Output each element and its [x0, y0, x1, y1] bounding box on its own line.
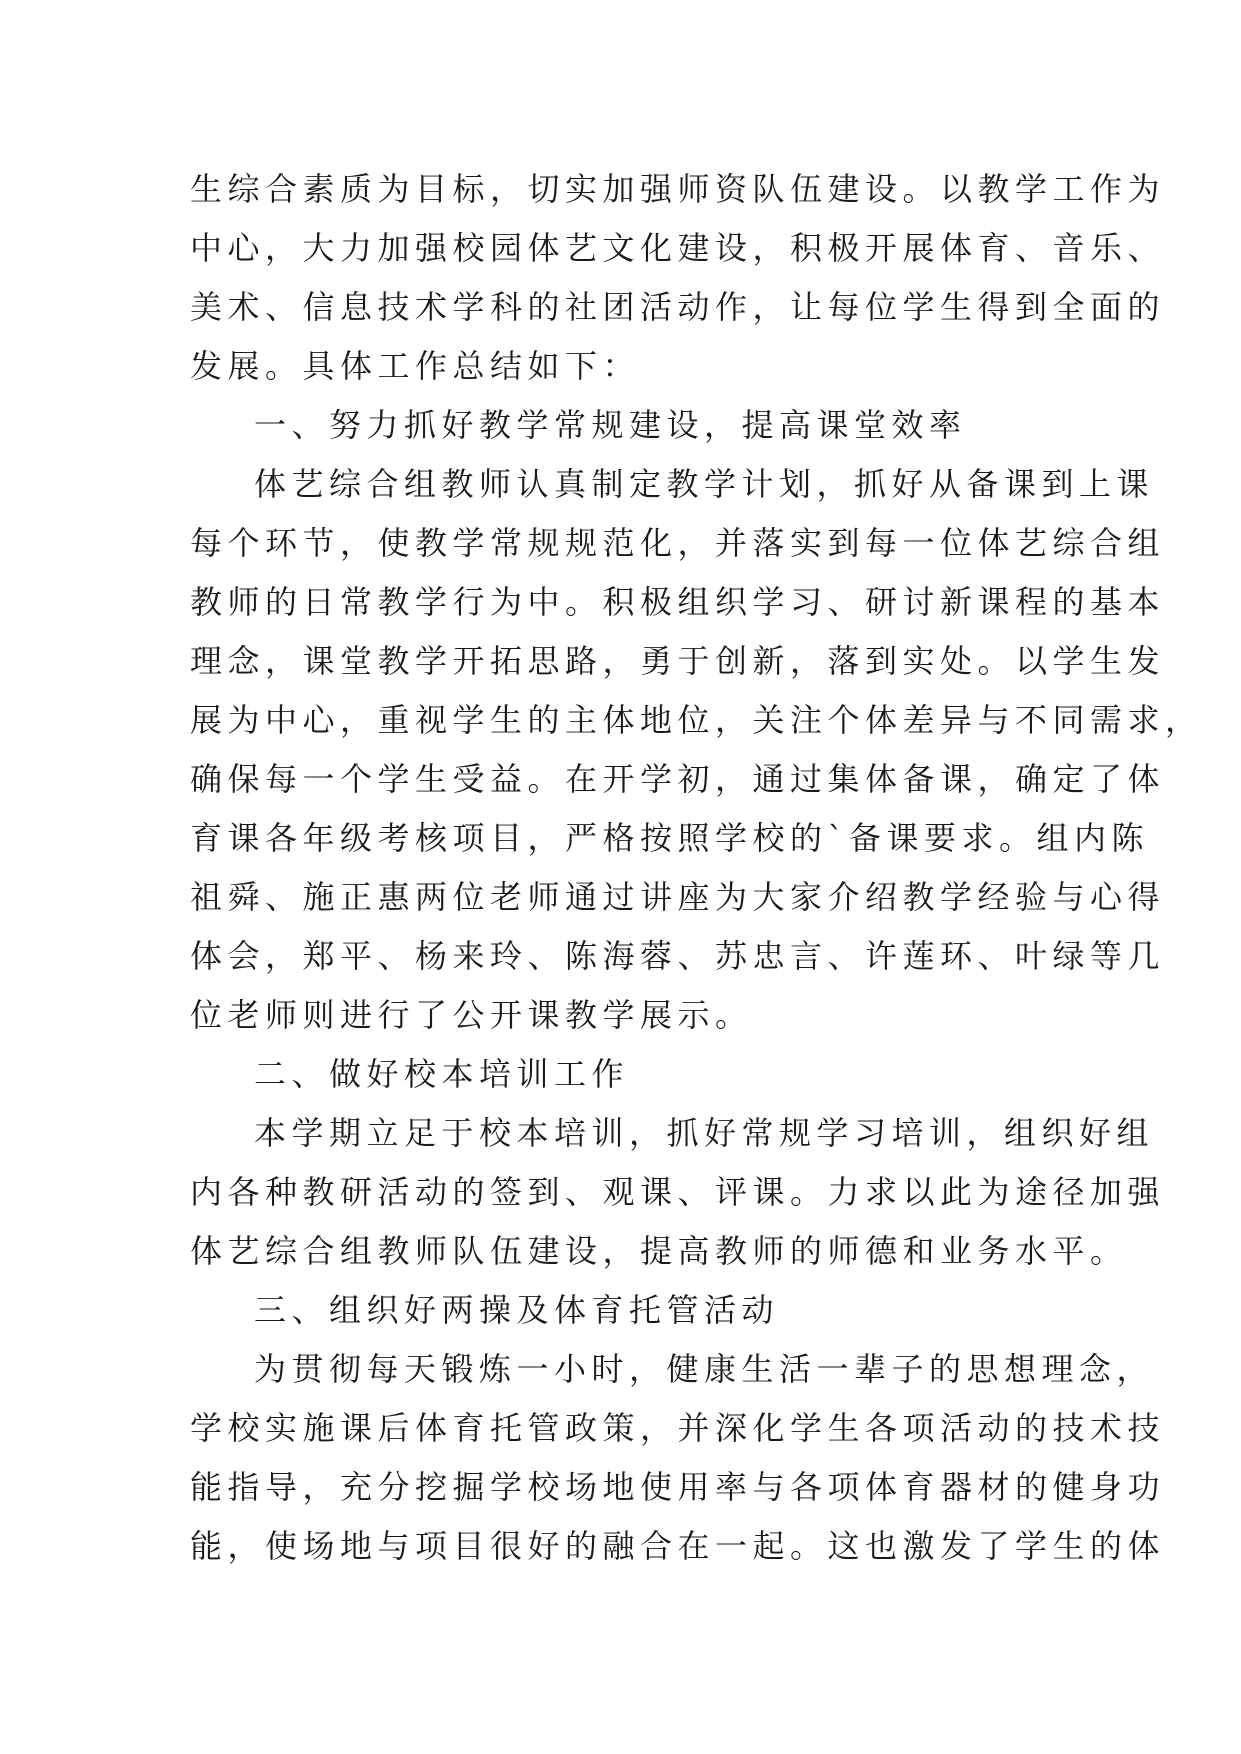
text-line: 教师的日常教学行为中。积极组织学习、研讨新课程的基本 [190, 583, 1166, 621]
text-line: 体艺综合组教师认真制定教学计划，抓好从备课到上课 [254, 465, 1155, 503]
text-line: 育课各年级考核项目，严格按照学校的`备课要求。组内陈 [190, 819, 1150, 857]
text-line: 生综合素质为目标，切实加强师资队伍建设。以教学工作为 [190, 170, 1166, 208]
section-heading-1: 一、努力抓好教学常规建设，提高课堂效率 [254, 406, 967, 444]
body-text [190, 160, 1203, 1576]
section-heading-3: 三、组织好两操及体育托管活动 [254, 1291, 780, 1329]
text-line: 学校实施课后体育托管政策，并深化学生各项活动的技术技 [190, 1409, 1166, 1447]
text-line: 本学期立足于校本培训，抓好常规学习培训，组织好组 [254, 1114, 1155, 1152]
text-line: 为贯彻每天锻炼一小时，健康生活一辈子的思想理念， [254, 1350, 1155, 1388]
text-line: 内各种教研活动的签到、观课、评课。力求以此为途径加强 [190, 1173, 1166, 1211]
text-line: 中心，大力加强校园体艺文化建设，积极开展体育、音乐、 [190, 229, 1166, 267]
text-line: 确保每一个学生受益。在开学初，通过集体备课，确定了体 [190, 760, 1166, 798]
text-line: 能，使场地与项目很好的融合在一起。这也激发了学生的体 [190, 1527, 1166, 1565]
text-line: 理念，课堂教学开拓思路，勇于创新，落到实处。以学生发 [190, 642, 1166, 680]
text-line: 能指导，充分挖掘学校场地使用率与各项体育器材的健身功 [190, 1468, 1166, 1506]
text-line: 祖舜、施正惠两位老师通过讲座为大家介绍教学经验与心得 [190, 878, 1166, 916]
text-line: 位老师则进行了公开课教学展示。 [190, 996, 753, 1034]
text-line: 发展。具体工作总结如下： [190, 347, 641, 385]
text-line: 美术、信息技术学科的社团活动作，让每位学生得到全面的 [190, 288, 1166, 326]
text-line: 每个环节，使教学常规规范化，并落实到每一位体艺综合组 [190, 524, 1166, 562]
section-heading-2: 二、做好校本培训工作 [254, 1055, 630, 1093]
text-line: 体艺综合组教师队伍建设，提高教师的师德和业务水平。 [190, 1232, 1128, 1270]
text-line: 展为中心，重视学生的主体地位，关注个体差异与不同需求， [190, 701, 1203, 739]
text-line: 体会，郑平、杨来玲、陈海蓉、苏忠言、许莲环、叶绿等几 [190, 937, 1166, 975]
